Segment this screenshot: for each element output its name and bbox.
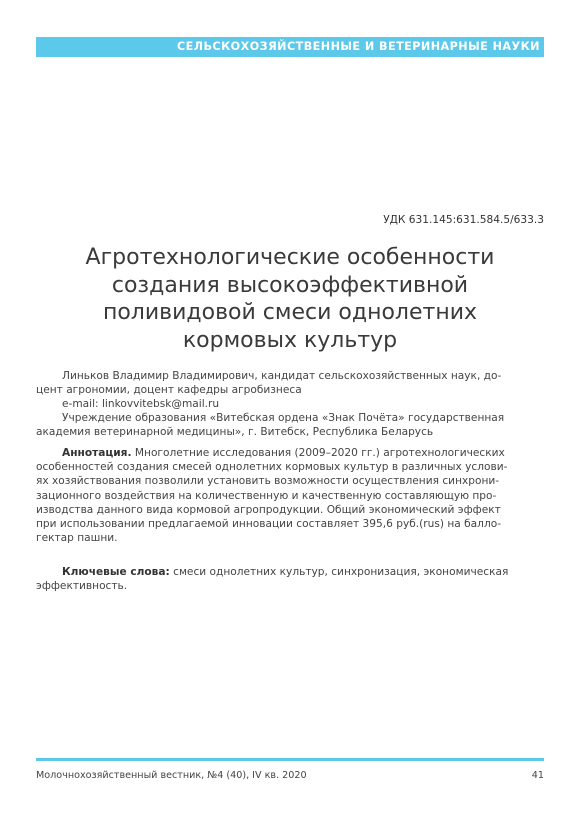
- footer-divider: [36, 758, 544, 761]
- keywords-label: Ключевые слова:: [62, 566, 170, 578]
- author-name: Линьков Владимир Владимирович, кандидат сельскохозяйственных наук, до-: [62, 370, 502, 382]
- abstract-line: особенностей создания смесей однолетних кормовых культур в различных услови-: [36, 461, 508, 474]
- title-line: кормовых культур: [182, 327, 398, 353]
- article-title: [36, 244, 544, 354]
- section-header-band: [36, 37, 544, 57]
- abstract: [36, 446, 544, 545]
- abstract-line: гектар пашни.: [36, 532, 118, 545]
- author-position: цент агрономии, доцент кафедры агробизнеса: [36, 384, 302, 396]
- title-line: создания высокоэффективной: [111, 272, 469, 298]
- abstract-line: ях хозяйствования позволили установить возможности осуществления синхрони-: [36, 475, 500, 488]
- abstract-label: Аннотация.: [62, 447, 132, 459]
- keywords-line: эффективность.: [36, 580, 128, 593]
- author-affiliation-cont: академия ветеринарной медицины», г. Витебск, Республика Беларусь: [36, 426, 434, 438]
- udc-code: УДК 631.145:631.584.5/633.3: [383, 214, 544, 226]
- abstract-text: Многолетние исследования (2009–2020 гг.) агротехнологических: [131, 447, 505, 459]
- journal-citation: Молочнохозяйственный вестник, №4 (40), IV кв. 2020: [36, 770, 307, 781]
- keywords: [36, 565, 544, 593]
- title-line: Агротехнологические особенности: [85, 245, 495, 270]
- keywords-text: смеси однолетних культур, синхронизация, экономическая: [169, 566, 509, 578]
- abstract-line: [62, 446, 544, 460]
- author-info: [36, 369, 544, 439]
- author-affiliation: Учреждение образования «Витебская ордена «Знак Почёта» государственная: [62, 412, 505, 424]
- abstract-line: изводства данного вида кормовой агропродукции. Общий экономический эффект: [36, 503, 501, 516]
- abstract-line: зационного воздействия на количественную и качественную составляющую про-: [36, 489, 497, 502]
- page-number: 41: [531, 770, 544, 781]
- section-title: СЕЛЬСКОХОЗЯЙСТВЕННЫЕ И ВЕТЕРИНАРНЫЕ НАУКИ: [176, 40, 540, 53]
- author-email: e-mail: linkovvitebsk@mail.ru: [62, 398, 220, 410]
- title-line: поливидовой смеси однолетних: [102, 300, 478, 325]
- abstract-line: при использовании предлагаемой инновации составляет 395,6 руб.(rus) на балло-: [36, 518, 502, 531]
- keywords-line: [62, 565, 544, 579]
